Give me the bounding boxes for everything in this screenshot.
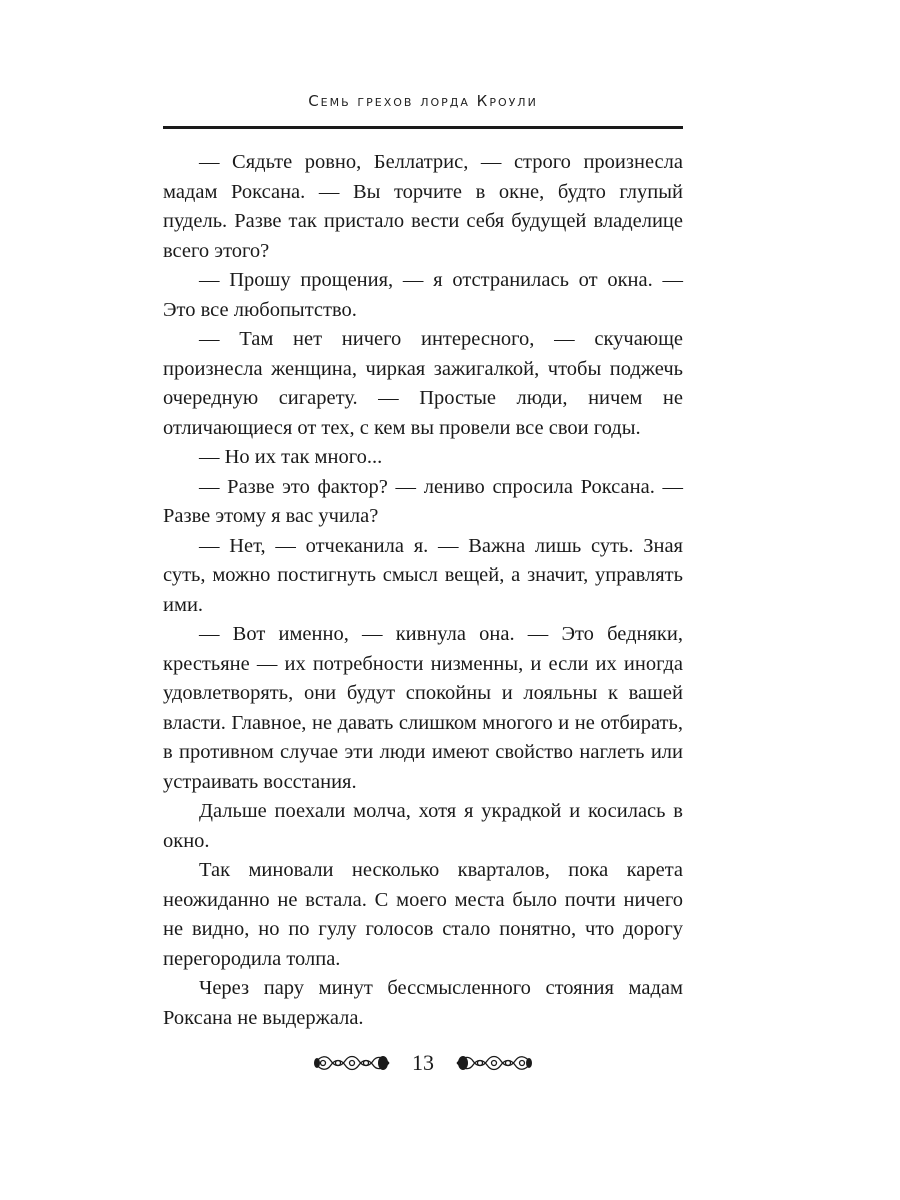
right-ornament-icon bbox=[455, 1051, 533, 1075]
paragraph: — Сядьте ровно, Беллатрис, — строго произнесла мадам Роксана. — Вы торчите в окне, будто глупый пудель. Разве так пристало вести себя будущей владелице всего этого? bbox=[163, 151, 683, 262]
paragraph: — Вот именно, — кивнула она. — Это бедняки, крестьяне — их потребности низменны, и если их иногда удовлетворять, они будут спокойны и лояльны к вашей власти. Главное, не давать слишком многого и не отбирать, в противном случае эти люди имеют свойство наглеть или устраивать восстания. bbox=[163, 623, 683, 793]
paragraph: Дальше поехали молча, хотя я украдкой и косилась в окно. bbox=[163, 800, 683, 852]
paragraph: — Прошу прощения, — я отстранилась от окна. — Это все любопытство. bbox=[163, 269, 683, 321]
running-header: Семь грехов лорда Кроули bbox=[308, 92, 538, 110]
page-number: 13 bbox=[412, 1050, 434, 1075]
body-text bbox=[163, 148, 683, 1033]
page-footer bbox=[163, 1043, 683, 1083]
paragraph: — Нет, — отчеканила я. — Важна лишь суть. Зная суть, можно постигнуть смысл вещей, а значит, управлять ими. bbox=[163, 534, 683, 616]
paragraph: — Разве это фактор? — лениво спросила Роксана. — Разве этому я вас учила? bbox=[163, 475, 683, 527]
paragraph: Через пару минут бессмысленного стояния мадам Роксана не выдержала. bbox=[163, 977, 683, 1029]
paragraph: Так миновали несколько кварталов, пока карета неожиданно не встала. С моего места было почти ничего не видно, но по гулу голосов стало понятно, что дорогу перегородила толпа. bbox=[163, 859, 683, 970]
paragraph: — Там нет ничего интересного, — скучающе произнесла женщина, чиркая зажигалкой, чтобы поджечь очередную сигарету. — Простые люди, ничем не отличающиеся от тех, с кем вы провели все свои годы. bbox=[163, 328, 683, 439]
header-rule bbox=[163, 126, 683, 129]
paragraph: — Но их так много... bbox=[199, 446, 383, 468]
left-ornament-icon bbox=[313, 1051, 391, 1075]
